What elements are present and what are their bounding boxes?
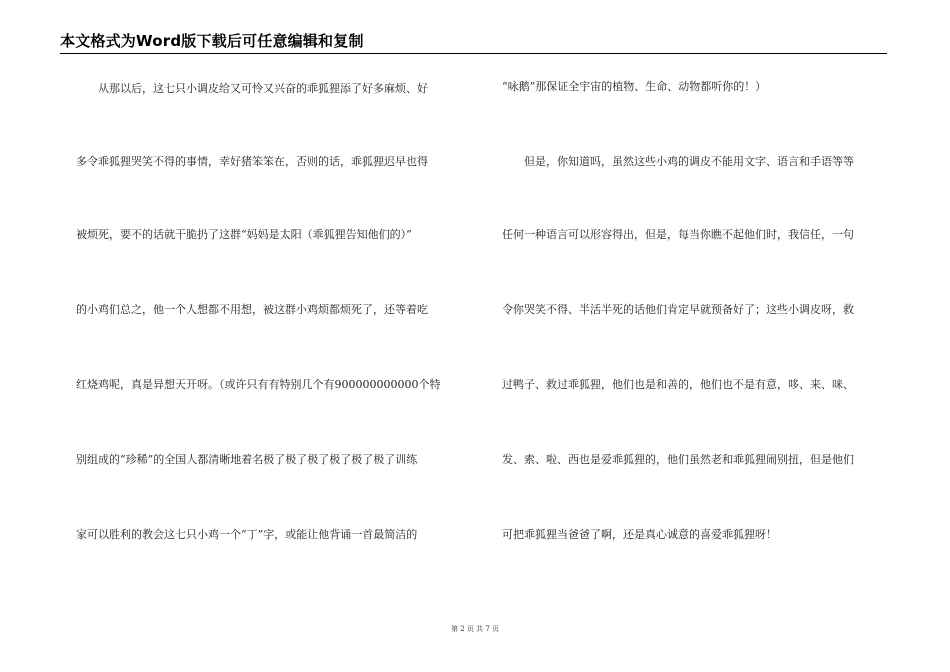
header-rule [60, 53, 887, 54]
page-number-footer: 第 2 页 共 7 页 [450, 625, 500, 633]
body-text-line: 令你哭笑不得、半活半死的话他们肯定早就预备好了；这些小调皮呀，救 [502, 303, 854, 316]
body-text-line: 红烧鸡呢，真是异想天开呀。（或许只有有特别几个有900000000000个特 [76, 378, 441, 391]
body-text-line: 从那以后，这七只小调皮给又可怜又兴奋的乖狐狸添了好多麻烦、好 [76, 82, 428, 95]
body-text-line: 但是，你知道吗，虽然这些小鸡的调皮不能用文字、语言和手语等等 [502, 155, 854, 168]
body-text-line: 的小鸡们总之，他一个人想都不用想，被这群小鸡烦都烦死了，还等着吃 [76, 303, 428, 316]
body-text-line: 家可以胜利的教会这七只小鸡一个“丁”字，或能让他背诵一首最简洁的 [76, 528, 418, 541]
body-text-line: “咏鹅”那保证全宇宙的植物、生命、动物都听你的！） [502, 80, 767, 93]
body-text-line: 任何一种语言可以形容得出，但是，每当你瞧不起他们时，我信任，一句 [502, 228, 854, 241]
body-text-line: 被烦死，要不的话就干脆扔了这群“妈妈是太阳（乖狐狸告知他们的）” [76, 228, 412, 241]
body-text-line: 发、索、啦、西也是爱乖狐狸的，他们虽然老和乖狐狸闹别扭，但是他们 [502, 453, 854, 466]
body-text-line: 可把乖狐狸当爸爸了啊，还是真心诚意的喜爱乖狐狸呀！ [502, 528, 777, 541]
body-text-line: 别组成的“珍稀”的全国人都清晰地着名极了极了极了极了极了极了训练 [76, 453, 418, 466]
page-header-title: 本文格式为Word版下载后可任意编辑和复制 [60, 32, 364, 50]
body-text-line: 过鸭子、救过乖狐狸，他们也是和善的，他们也不是有意，哆、来、咪、 [502, 378, 854, 391]
body-text-line: 多令乖狐狸哭笑不得的事情，幸好猪笨笨在，否则的话，乖狐狸迟早也得 [76, 155, 428, 168]
